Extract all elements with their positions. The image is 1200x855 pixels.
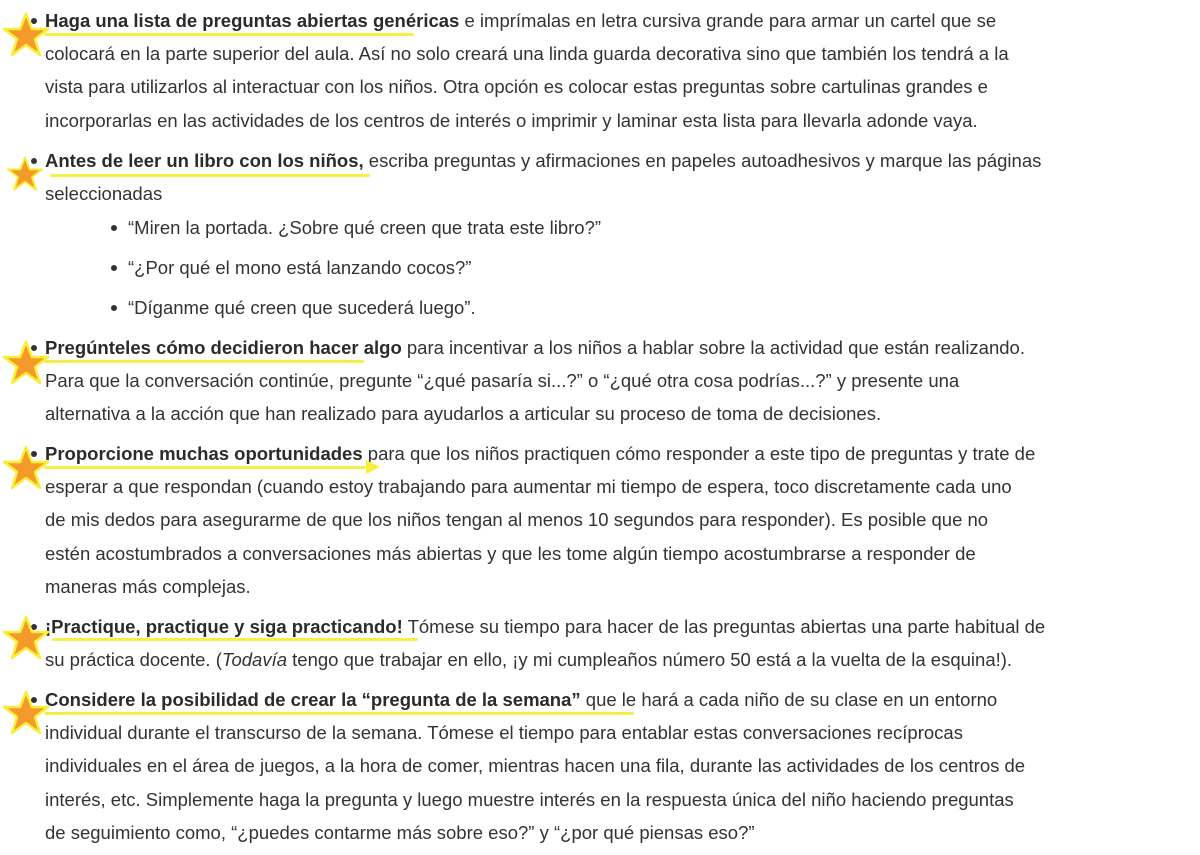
line: vista para utilizarlos al interactuar con los niños. Otra opción es colocar estas preguntas sobre cartulinas grandes e xyxy=(45,76,988,98)
highlight-underline xyxy=(52,638,418,641)
sub-list-item: “¿Por qué el mono está lanzando cocos?” xyxy=(128,251,471,284)
line: Para que la conversación continúe, pregunte “¿qué pasaría si...?” o “¿qué otra cosa podrías...?” y presente una xyxy=(45,370,960,392)
list-item xyxy=(45,437,1155,603)
sub-list-item: “Díganme qué creen que sucederá luego”. xyxy=(128,291,476,324)
line: ¡Practique, practique y siga practicando! Tómese su tiempo para hacer de las preguntas abiertas una parte habitual de xyxy=(45,616,1046,637)
bold-lead: ¡Practique, practique y siga practicando! xyxy=(45,616,403,637)
bold-lead: Proporcione muchas oportunidades xyxy=(45,443,363,464)
bullet xyxy=(111,225,117,231)
arrowhead-icon xyxy=(366,460,380,474)
highlight-underline xyxy=(44,360,364,363)
line: estén acostumbrados a conversaciones más abiertas y que les tome algún tiempo acostumbrarse a responder de xyxy=(45,542,976,564)
bold-lead: Haga una lista de preguntas abiertas genéricas xyxy=(45,10,460,31)
line: Antes de leer un libro con los niños, escriba preguntas y afirmaciones en papeles autoadhesivos y marque las páginas xyxy=(45,150,1042,171)
line: esperar a que respondan (cuando estoy trabajando para aumentar mi tiempo de espera, toco discretamente cada uno xyxy=(45,476,1012,498)
star-icon xyxy=(2,340,50,386)
line: de seguimiento como, “¿puedes contarme más sobre eso?” y “¿por qué piensas eso?” xyxy=(45,821,755,843)
star-icon xyxy=(2,12,50,58)
line: interés, etc. Simplemente haga la pregunta y luego muestre interés en la respuesta única del niño haciendo preguntas xyxy=(45,788,1014,810)
bold-lead: Pregúnteles cómo decidieron hacer algo xyxy=(45,337,402,358)
line: su práctica docente. (Todavía tengo que trabajar en ello, ¡y mi cumpleaños número 50 está a la vuelta de la esquina!). xyxy=(45,649,1013,671)
sub-list-item: “Miren la portada. ¿Sobre qué creen que trata este libro?” xyxy=(128,211,601,244)
line: colocará en la parte superior del aula. Así no solo creará una linda guarda decorativa sino que también los tendrá a la xyxy=(45,43,1009,65)
highlight-underline xyxy=(44,33,414,36)
list-item xyxy=(45,331,1155,431)
highlight-arrow-line xyxy=(44,466,366,469)
list-item xyxy=(45,683,1155,849)
line: individual durante el transcurso de la semana. Tómese el tiempo para entablar estas conversaciones recíprocas xyxy=(45,722,963,744)
star-icon xyxy=(2,445,50,491)
highlight-underline xyxy=(44,712,634,715)
line: incorporarlas en las actividades de los centros de interés o imprimir y laminar esta lista para llevarla adonde vaya. xyxy=(45,109,978,131)
star-icon xyxy=(2,615,50,661)
line: seleccionadas xyxy=(45,183,163,205)
line: Haga una lista de preguntas abiertas genéricas e imprímalas en letra cursiva grande para armar un cartel que se xyxy=(45,10,997,31)
line: Considere la posibilidad de crear la “pregunta de la semana” que le hará a cada niño de su clase en un entorno xyxy=(45,689,998,710)
bold-lead: Antes de leer un libro con los niños, xyxy=(45,150,364,171)
line: individuales en el área de juegos, a la hora de comer, mientras hacen una fila, durante las actividades de los centros de xyxy=(45,755,1026,777)
bullet xyxy=(111,265,117,271)
line: de mis dedos para asegurarme de que los niños tengan al menos 10 segundos para responder). Es posible que no xyxy=(45,509,989,531)
list-item xyxy=(45,144,1155,210)
italic-word: Todavía xyxy=(221,649,288,671)
bold-lead: Considere la posibilidad de crear la “pregunta de la semana” xyxy=(45,689,581,710)
line: alternativa a la acción que han realizado para ayudarlos a articular su proceso de toma de decisiones. xyxy=(45,403,882,425)
line: Pregúnteles cómo decidieron hacer algo para incentivar a los niños a hablar sobre la actividad que están realizando. xyxy=(45,337,1025,358)
star-icon xyxy=(6,156,44,192)
line: Proporcione muchas oportunidades para que los niños practiquen cómo responder a este tipo de preguntas y trate de xyxy=(45,443,1036,464)
star-icon xyxy=(2,690,50,736)
bullet xyxy=(111,305,117,311)
line: maneras más complejas. xyxy=(45,575,251,597)
list-item xyxy=(45,4,1155,137)
list-item xyxy=(45,610,1155,676)
highlight-underline xyxy=(50,174,370,177)
